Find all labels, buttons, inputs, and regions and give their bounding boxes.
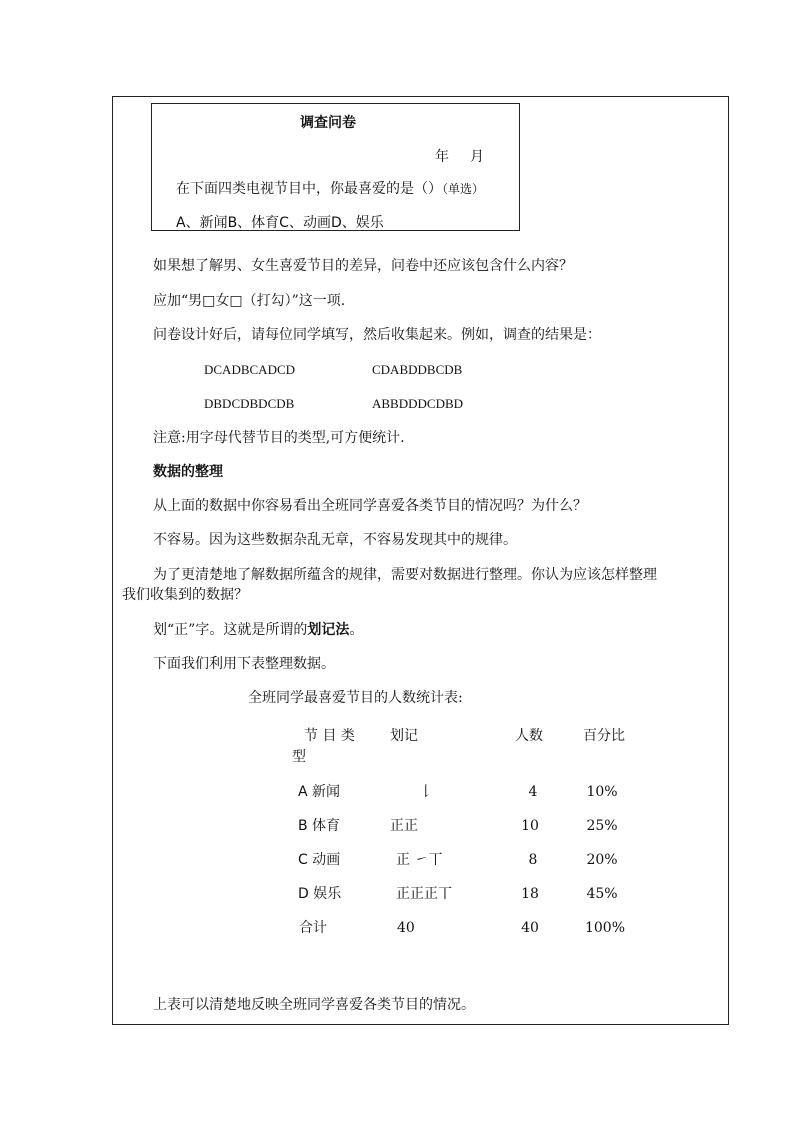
row-count: 18 (521, 886, 539, 902)
row-percent: 20% (586, 852, 618, 868)
survey-date-year: 年 (435, 149, 449, 165)
tally-method-term: 划记法 (307, 622, 350, 638)
paragraph-answer: 不容易。因为这些数据杂乱无章，不容易发现其中的规律。 (153, 532, 517, 548)
row-tally-total: 40 (397, 920, 415, 936)
paragraph-tally-method (153, 621, 363, 639)
row-count: 4 (528, 784, 538, 800)
row-tally: 正正正丅 (396, 886, 452, 902)
paragraph-use-table: 下面我们利用下表整理数据。 (153, 656, 335, 672)
header-type-line2: 型 (292, 749, 306, 765)
survey-question-note: （单选） (442, 182, 485, 196)
header-type: 节 目 类 (304, 728, 355, 744)
row-count-total: 40 (521, 920, 539, 936)
header-count: 人数 (515, 728, 543, 744)
paragraph-footer: 上表可以清楚地反映全班同学喜爱各类节目的情况。 (153, 997, 475, 1013)
data-row2-col1: DBDCDBDCDB (204, 396, 295, 411)
paragraph-organize-line1: 为了更清楚地了解数据所蕴含的规律，需要对数据进行整理。你认为应该怎样整理 (153, 567, 657, 583)
data-row1-col2: CDABDDBCDB (372, 362, 463, 377)
paragraph-gender: 如果想了解男、女生喜爱节目的差异，问卷中还应该包含什么内容？ (153, 258, 573, 274)
paragraph-note: 注意:用字母代替节目的类型,可方便统计. (153, 430, 405, 446)
row-tally: 𠄌 (419, 784, 433, 800)
row-percent: 25% (586, 818, 618, 834)
tally-method-post: 。 (349, 622, 364, 638)
row-type: C 动画 (298, 852, 341, 868)
paragraph-organize-line2: 我们收集到的数据？ (122, 587, 248, 603)
survey-question-text: 在下面四类电视节目中，你最喜爱的是（） (176, 181, 442, 197)
row-count: 10 (521, 818, 539, 834)
row-percent: 45% (586, 886, 618, 902)
section-heading: 数据的整理 (153, 464, 223, 480)
paragraph-add-item: 应加“男□女□（打勾）”这一项. (153, 293, 346, 309)
survey-options: A、新闻B、体育C、动画D、娱乐 (176, 215, 384, 231)
header-percent: 百分比 (583, 728, 625, 744)
row-type: A 新闻 (298, 784, 341, 800)
row-tally: 正正 (390, 818, 418, 834)
paragraph-question: 从上面的数据中你容易看出全班同学喜爱各类节目的情况吗？为什么？ (153, 498, 587, 514)
row-percent-total: 100% (584, 920, 626, 936)
table-title: 全班同学最喜爱节目的人数统计表: (248, 690, 463, 706)
row-type: D 娱乐 (298, 886, 342, 902)
survey-date-month: 月 (470, 149, 484, 165)
paragraph-collect: 问卷设计好后，请每位同学填写，然后收集起来。例如，调查的结果是： (153, 327, 601, 343)
tally-method-pre: 划“正”字。这就是所谓的 (153, 622, 308, 638)
row-tally: 正 ㇀丅 (396, 852, 443, 868)
survey-title: 调查问卷 (300, 115, 356, 131)
header-tally: 划记 (390, 728, 418, 744)
row-type-total: 合计 (299, 920, 327, 936)
data-row1-col1: DCADBCADCD (204, 362, 296, 377)
row-type: B 体育 (298, 818, 341, 834)
row-count: 8 (528, 852, 538, 868)
row-percent: 10% (586, 784, 618, 800)
data-row2-col2: ABBDDDCDBD (372, 396, 464, 411)
survey-question (176, 180, 484, 198)
